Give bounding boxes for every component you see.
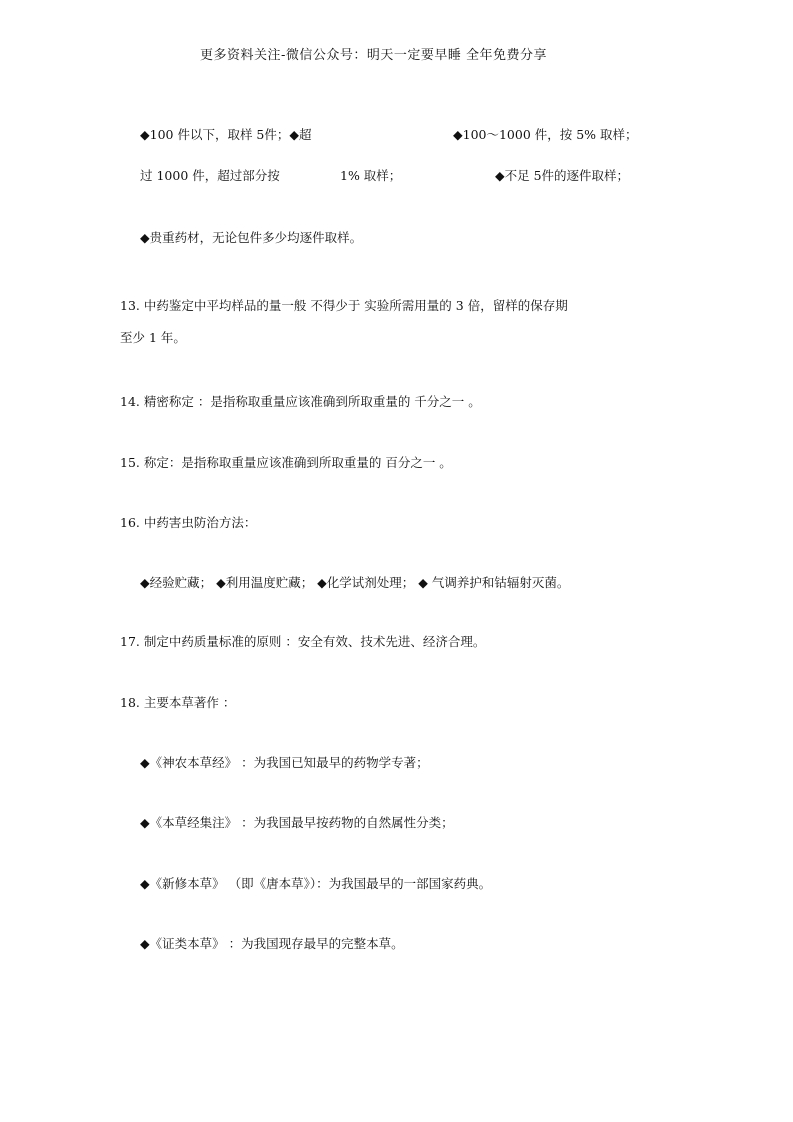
book-shennong: ◆《神农本草经》 ：为我国已知最早的药物学专著；: [140, 755, 429, 770]
sampling-line-2a: 过 1000 件，超过部分按: [140, 168, 280, 183]
item-17: 17. 制定中药质量标准的原则 ：安全有效、技术先进、经济合理。: [120, 634, 486, 649]
sampling-line-1b: ◆100～1000 件，按 5% 取样；: [453, 127, 638, 142]
sampling-line-2c: ◆不足 5件的逐件取样；: [495, 168, 630, 183]
item-13-line-2: 至少 1 年。: [120, 330, 186, 345]
book-xinxiu: ◆《新修本草》 （即《唐本草》）：为我国最早的一部国家药典。: [140, 876, 492, 891]
item-13-line-1: 13. 中药鉴定中平均样品的量一般 不得少于 实验所需用量的 3 倍，留样的保存期: [120, 298, 568, 313]
book-jizhu: ◆《本草经集注》 ：为我国最早按药物的自然属性分类；: [140, 815, 454, 830]
sampling-line-2b: 1% 取样；: [340, 168, 402, 183]
page-header: 更多资料关注-微信公众号：明天一定要早睡 全年免费分享: [200, 48, 548, 63]
sampling-line-3: ◆贵重药材，无论包件多少均逐件取样。: [140, 230, 363, 245]
sampling-line-1a: ◆100 件以下，取样 5件；◆超: [140, 127, 312, 142]
book-zhenglei: ◆《证类本草》 ：为我国现存最早的完整本草。: [140, 936, 404, 951]
item-15: 15. 称定：是指称取重量应该准确到所取重量的 百分之一 。: [120, 455, 452, 470]
item-18: 18. 主要本草著作 ：: [120, 695, 236, 710]
item-16: 16. 中药害虫防治方法：: [120, 515, 257, 530]
item-14: 14. 精密称定 ：是指称取重量应该准确到所取重量的 千分之一 。: [120, 394, 481, 409]
item-16-methods: ◆经验贮藏； ◆利用温度贮藏； ◆化学试剂处理； ◆ 气调养护和钴辐射灭菌。: [140, 575, 570, 590]
